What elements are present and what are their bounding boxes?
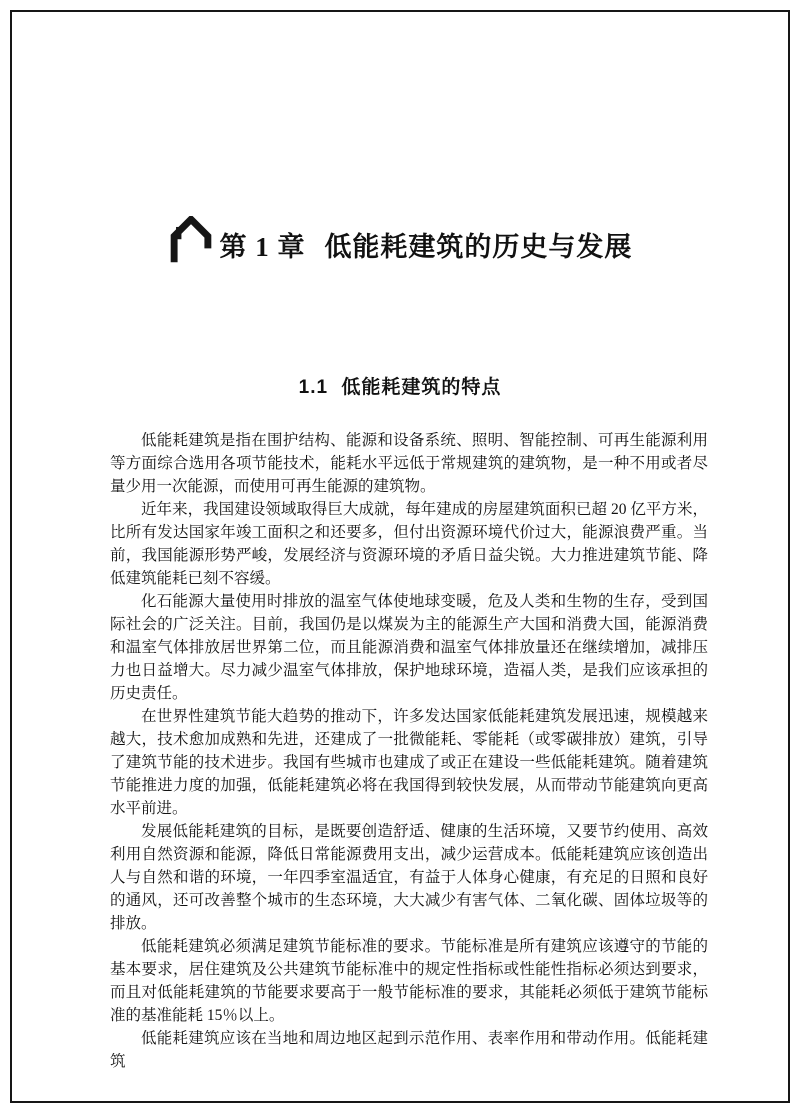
- chapter-heading: [12, 220, 788, 268]
- paragraph: 低能耗建筑是指在围护结构、能源和设备系统、照明、智能控制、可再生能源利用等方面综合选用各项节能技术，能耗水平远低于常规建筑的建筑物，是一种不用或者尽量少用一次能源，而使用可再生能源的建筑物。: [110, 432, 708, 495]
- chapter-title-text: 低能耗建筑的历史与发展: [324, 231, 633, 262]
- house-icon: [168, 216, 214, 264]
- chapter-number: 第 1 章: [219, 231, 306, 262]
- body-text: [110, 429, 708, 1073]
- paragraph: 低能耗建筑应该在当地和周边地区起到示范作用、表率作用和带动作用。低能耗建筑: [110, 1030, 708, 1070]
- paragraph: 化石能源大量使用时排放的温室气体使地球变暖，危及人类和生物的生存，受到国际社会的广泛关注。目前，我国仍是以煤炭为主的能源生产大国和消费大国，能源消费和温室气体排放居世界第二位，而且能源消费和温室气体排放量还在继续增加，减排压力也日益增大。尽力减少温室气体排放，保护地球环境，造福人类，是我们应该承担的历史责任。: [110, 593, 708, 702]
- section-heading: [12, 372, 788, 399]
- paragraph: 在世界性建筑节能大趋势的推动下，许多发达国家低能耗建筑发展迅速，规模越来越大，技术愈加成熟和先进，还建成了一批微能耗、零能耗（或零碳排放）建筑，引导了建筑节能的技术进步。我国有些城市也建成了或正在建设一些低能耗建筑。随着建筑节能推进力度的加强，低能耗建筑必将在我国得到较快发展，从而带动节能建筑向更高水平前进。: [110, 708, 708, 817]
- paragraph: 低能耗建筑必须满足建筑节能标准的要求。节能标准是所有建筑应该遵守的节能的基本要求，居住建筑及公共建筑节能标准中的规定性指标或性能性指标必须达到要求，而且对低能耗建筑的节能要求要高于一般节能标准的要求，其能耗必须低于建筑节能标准的基准能耗 15％以上。: [110, 938, 708, 1024]
- paragraph: 发展低能耗建筑的目标，是既要创造舒适、健康的生活环境，又要节约使用、高效利用自然资源和能源，降低日常能源费用支出，减少运营成本。低能耗建筑应该创造出人与自然和谐的环境，一年四季室温适宜，有益于人体身心健康，有充足的日照和良好的通风，还可改善整个城市的生态环境，大大减少有害气体、二氧化碳、固体垃圾等的排放。: [110, 823, 708, 932]
- chapter-title: [220, 225, 633, 264]
- page-border: [10, 10, 790, 1103]
- paragraph: 近年来，我国建设领域取得巨大成就，每年建成的房屋建筑面积已超 20 亿平方米，比所有发达国家年竣工面积之和还要多，但付出资源环境代价过大，能源浪费严重。当前，我国能源形势严峻，发展经济与资源环境的矛盾日益尖锐。大力推进建筑节能、降低建筑能耗已刻不容缓。: [110, 501, 708, 587]
- section-number: 1.1: [298, 377, 329, 398]
- section-title-text: 低能耗建筑的特点: [341, 377, 502, 398]
